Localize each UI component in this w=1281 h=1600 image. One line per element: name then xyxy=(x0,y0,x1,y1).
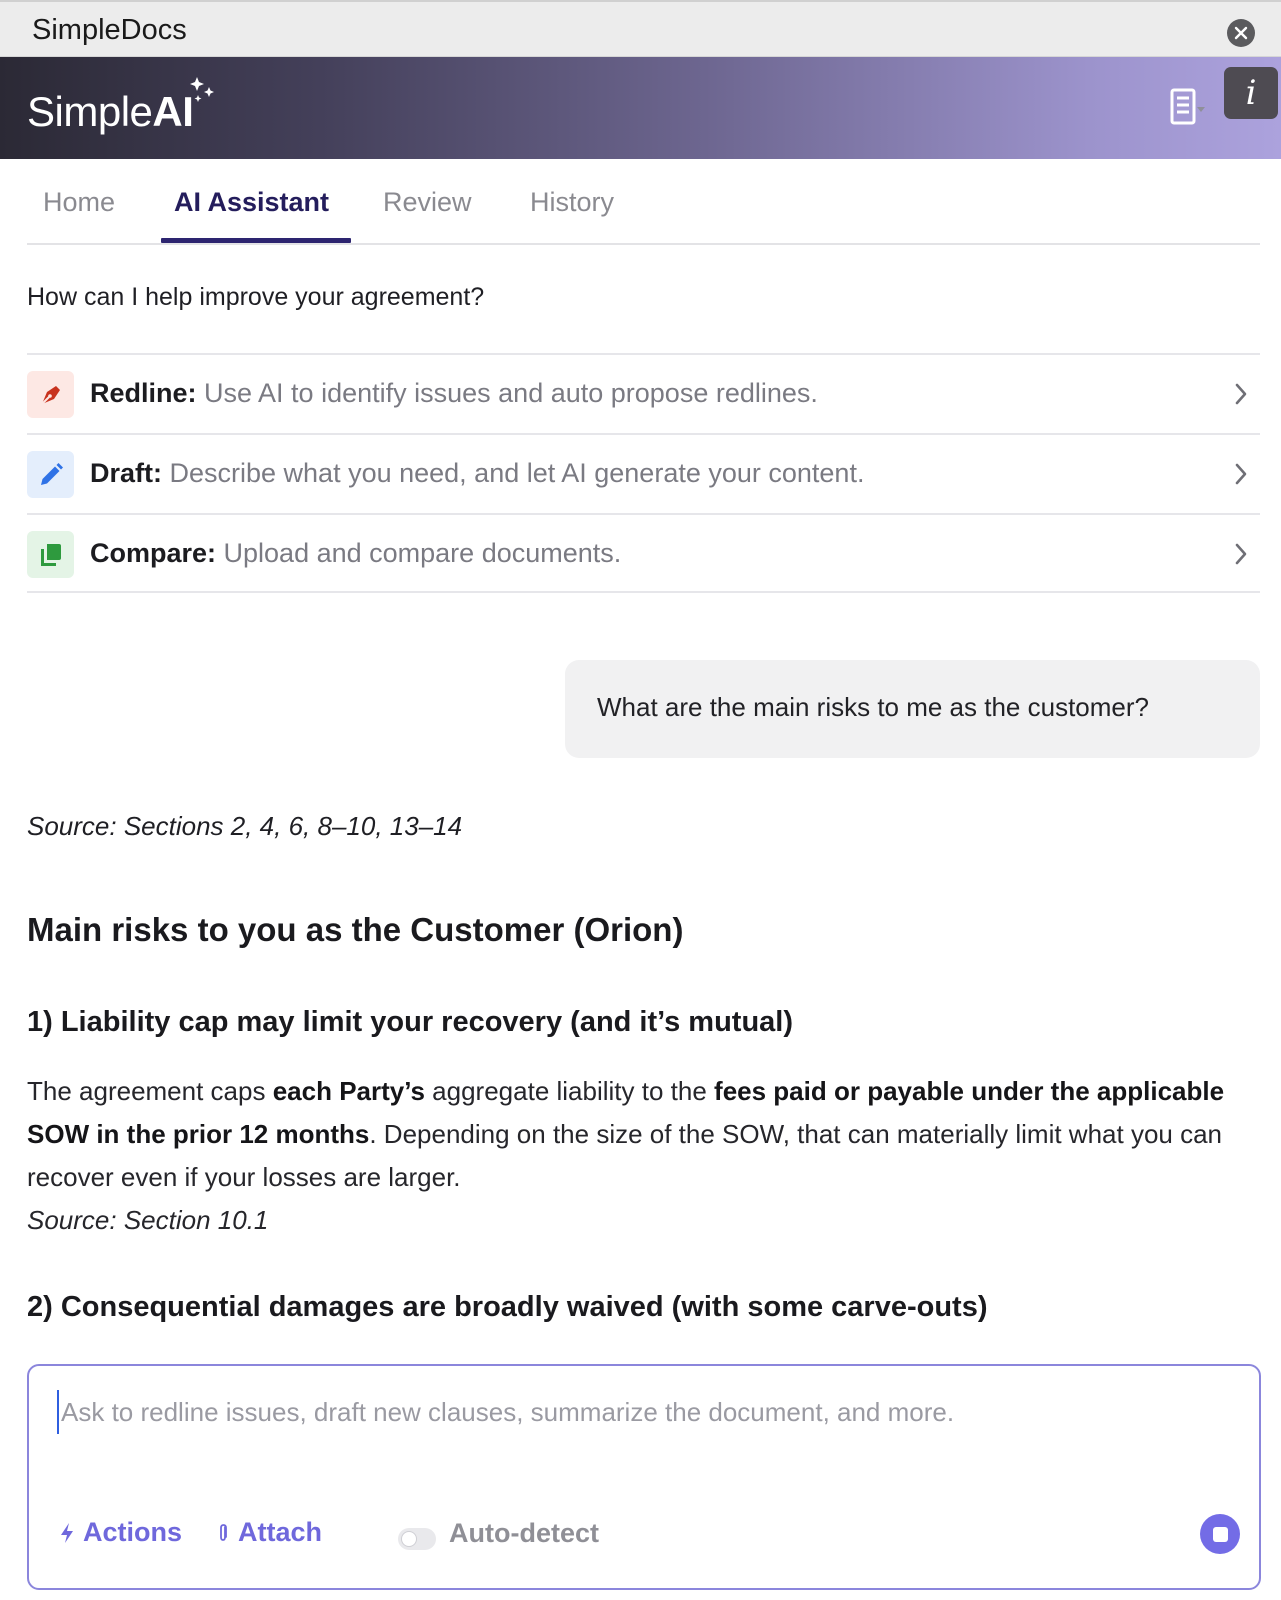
tab-home[interactable]: Home xyxy=(43,187,116,217)
risk-text: . Depending on the size of the SOW, that can materially limit what you can recover even if your losses are larger. xyxy=(27,1119,1223,1192)
logo-text-bold: AI xyxy=(152,88,194,135)
option-draft-label: Draft: xyxy=(90,458,162,488)
risk-paragraph-1 xyxy=(27,1070,1267,1242)
auto-detect-label: Auto-detect xyxy=(449,1518,599,1548)
option-compare-label: Compare: xyxy=(90,538,217,568)
window-title: SimpleDocs xyxy=(32,14,187,46)
option-draft-description: Describe what you need, and let AI generate your content. xyxy=(162,458,865,488)
sparkle-icon xyxy=(188,75,218,105)
option-redline-text xyxy=(90,378,818,409)
risk-emphasis: fees paid or payable under the applicable SOW in the prior 12 months xyxy=(27,1076,1225,1149)
chevron-right-icon xyxy=(1233,461,1249,487)
actions-button[interactable] xyxy=(59,1517,182,1548)
auto-detect-toggle[interactable] xyxy=(398,1528,436,1550)
close-button[interactable] xyxy=(1227,19,1255,47)
info-icon: i xyxy=(1245,73,1257,113)
option-compare-text xyxy=(90,538,621,569)
risk-text: The agreement caps xyxy=(27,1076,273,1106)
composer-toolbar xyxy=(59,1517,1229,1557)
option-redline[interactable] xyxy=(27,353,1260,433)
tab-bar xyxy=(27,159,1260,245)
attach-button[interactable] xyxy=(216,1517,322,1548)
attach-label: Attach xyxy=(238,1517,323,1547)
actions-label: Actions xyxy=(83,1517,183,1547)
option-redline-label: Redline: xyxy=(90,378,197,408)
copy-documents-icon xyxy=(38,541,64,569)
option-draft[interactable] xyxy=(27,433,1260,513)
document-list-icon[interactable] xyxy=(1168,87,1208,127)
risk-text: aggregate liability to the xyxy=(424,1076,715,1106)
lightning-icon xyxy=(59,1522,75,1544)
logo-text-light: Simple xyxy=(27,88,153,135)
toggle-knob xyxy=(401,1531,417,1547)
chevron-right-icon xyxy=(1233,541,1249,567)
simpleai-logo xyxy=(27,88,193,136)
close-icon xyxy=(1234,26,1248,40)
user-message-bubble: What are the main risks to me as the customer? xyxy=(565,660,1260,758)
pen-nib-icon xyxy=(38,382,64,408)
tab-history[interactable]: History xyxy=(530,187,615,217)
stop-icon xyxy=(1213,1527,1228,1542)
compare-icon-tile xyxy=(27,531,74,578)
option-redline-description: Use AI to identify issues and auto propose redlines. xyxy=(196,378,818,408)
brand-banner xyxy=(0,57,1281,159)
info-button[interactable] xyxy=(1224,67,1278,119)
chat-input[interactable] xyxy=(57,1390,1217,1434)
answer-source-line: Source: Sections 2, 4, 6, 8–10, 13–14 xyxy=(27,811,463,841)
tab-review[interactable]: Review xyxy=(383,187,472,217)
draft-icon-tile xyxy=(27,451,74,498)
pencil-icon xyxy=(37,461,65,489)
stop-generation-button[interactable] xyxy=(1200,1514,1240,1554)
active-tab-indicator xyxy=(161,238,351,243)
risk-heading-2: 2) Consequential damages are broadly waived (with some carve-outs) xyxy=(27,1291,988,1323)
risk-source: Source: Section 10.1 xyxy=(27,1205,269,1235)
risk-emphasis: each Party’s xyxy=(272,1076,425,1106)
paperclip-icon xyxy=(216,1522,230,1544)
assistant-question: How can I help improve your agreement? xyxy=(27,283,485,311)
answer-title: Main risks to you as the Customer (Orion) xyxy=(27,911,684,948)
option-draft-text xyxy=(90,458,864,489)
chevron-right-icon xyxy=(1233,381,1249,407)
risk-heading-1: 1) Liability cap may limit your recovery (and it’s mutual) xyxy=(27,1006,794,1038)
redline-icon-tile xyxy=(27,371,74,418)
option-compare-description: Upload and compare documents. xyxy=(216,538,622,568)
chat-composer xyxy=(27,1364,1261,1590)
window-title-bar xyxy=(0,0,1281,57)
option-compare[interactable] xyxy=(27,513,1260,593)
tab-ai-assistant[interactable]: AI Assistant xyxy=(174,187,330,217)
